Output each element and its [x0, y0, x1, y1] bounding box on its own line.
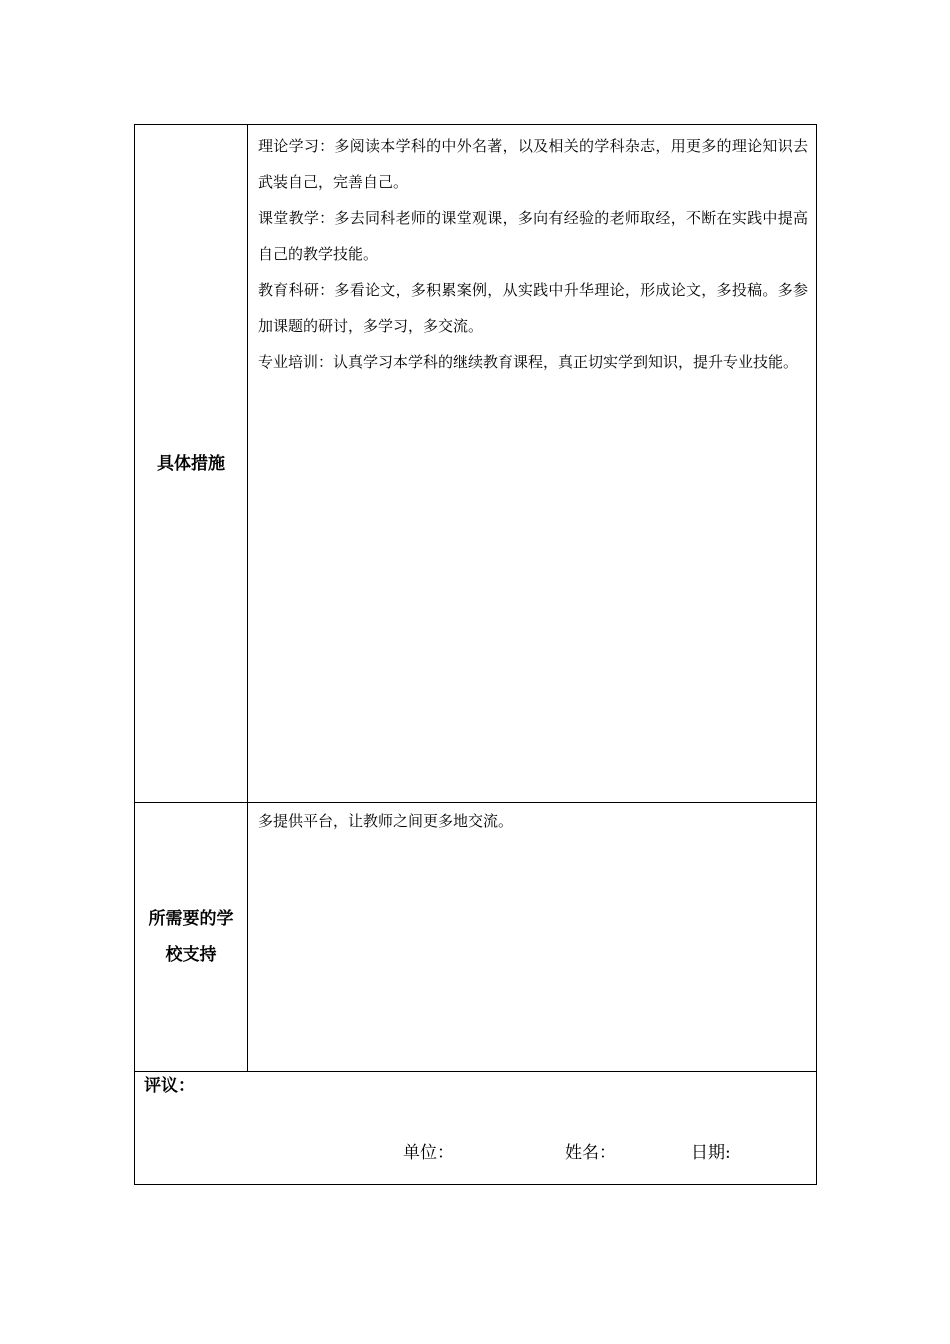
support-label-cell [135, 803, 248, 1072]
support-label-line1: 所需要的学 [148, 909, 234, 929]
unit-label: 单位： [403, 1143, 454, 1163]
support-content-cell [248, 803, 817, 1072]
measures-content-cell [248, 125, 817, 803]
review-cell [135, 1072, 817, 1185]
date-label: 日期: [691, 1143, 731, 1163]
measure-classroom-teaching: 课堂教学：多去同科老师的课堂观课，多向有经验的老师取经，不断在实践中提高自己的教学技能。 [258, 209, 808, 263]
measures-label-cell [135, 125, 248, 803]
name-label: 姓名： [565, 1143, 616, 1163]
measures-label: 具体措施 [157, 453, 225, 474]
measure-education-research: 教育科研：多看论文，多积累案例，从实践中升华理论，形成论文，多投稿。多参加课题的研讨，多学习，多交流。 [258, 281, 808, 335]
support-text: 多提供平台，让教师之间更多地交流。 [258, 812, 514, 830]
measure-theory-study: 理论学习：多阅读本学科的中外名著，以及相关的学科杂志，用更多的理论知识去武装自己，完善自己。 [258, 137, 808, 191]
support-label [135, 901, 247, 973]
review-row [135, 1072, 817, 1185]
support-label-line2: 校支持 [165, 945, 217, 965]
review-title: 评议： [144, 1076, 195, 1096]
measure-professional-training: 专业培训：认真学习本学科的继续教育课程，真正切实学到知识，提升专业技能。 [258, 353, 799, 371]
support-row [135, 803, 817, 1072]
plan-form-table [134, 124, 817, 1185]
measures-row [135, 125, 817, 803]
